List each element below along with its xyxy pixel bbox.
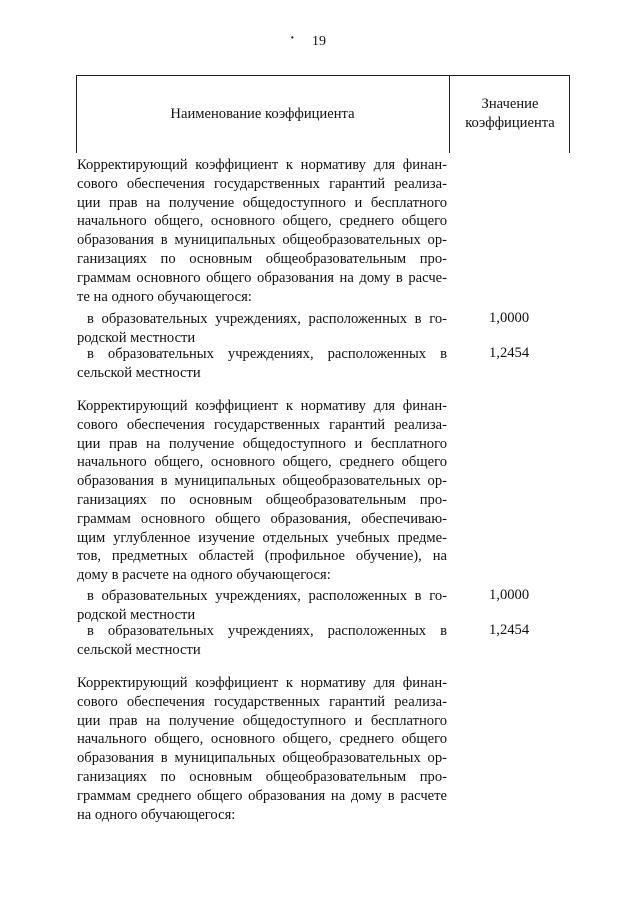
coefficient-value: 1,0000 [489,587,530,603]
table-row: в образовательных учреждениях, расположенных в сельской местности [77,346,447,381]
table-row: в образовательных учреждениях, расположенных в го- родской местности [77,311,447,346]
page-number: 19 [312,34,326,49]
coefficient-value: 1,2454 [489,345,530,361]
section-heading: Корректирующий коэффициент к нормативу для финан- сового обеспечения государственных гарантий реализа- ции прав на получение общедоступного и бесплатного начального общего, основного общего, среднего общего образования в муниципальных общеобразовательных ор- ганизациях по основным общеобразовательным про- граммам среднего общего образования на дому в расчете на одного обучающегося: [77,675,447,823]
column-header-value [450,75,570,153]
section-heading: Корректирующий коэффициент к нормативу для финан- сового обеспечения государственных гарантий реализа- ции прав на получение общедоступного и бесплатного начального общего, основного общего, среднего общего образования в муниципальных общеобразовательных ор- ганизациях по основным общеобразовательным про- граммам основного общего образования на дому в расче- те на одного обучающегося: [77,157,447,305]
table-row: в образовательных учреждениях, расположенных в сельской местности [77,623,447,658]
column-header-value-line1: Значение [481,96,539,112]
column-header-name: Наименование коэффициента [170,105,355,122]
table-row: в образовательных учреждениях, расположенных в го- родской местности [77,588,447,623]
coefficient-section-1 [77,156,447,306]
section-heading: Корректирующий коэффициент к нормативу для финан- сового обеспечения государственных гарантий реализа- ции прав на получение общедоступного и бесплатного начального общего, основного общего, среднего общего образования в муниципальных общеобразовательных ор- ганизациях по основным общеобразовательным про- граммам основного общего образования, обеспечиваю- щим углубленное изучение отдельных учебных предме- тов, предметных областей (профильное обучение), на дому в расчете на одного обучающегося: [77,398,447,584]
coefficient-section-3 [77,674,447,824]
page-dot: · [290,31,295,46]
coefficient-value: 1,2454 [489,622,530,638]
coefficient-section-2 [77,397,447,585]
column-header-value-line2: коэффициента [465,115,555,131]
coefficient-value: 1,0000 [489,310,530,326]
